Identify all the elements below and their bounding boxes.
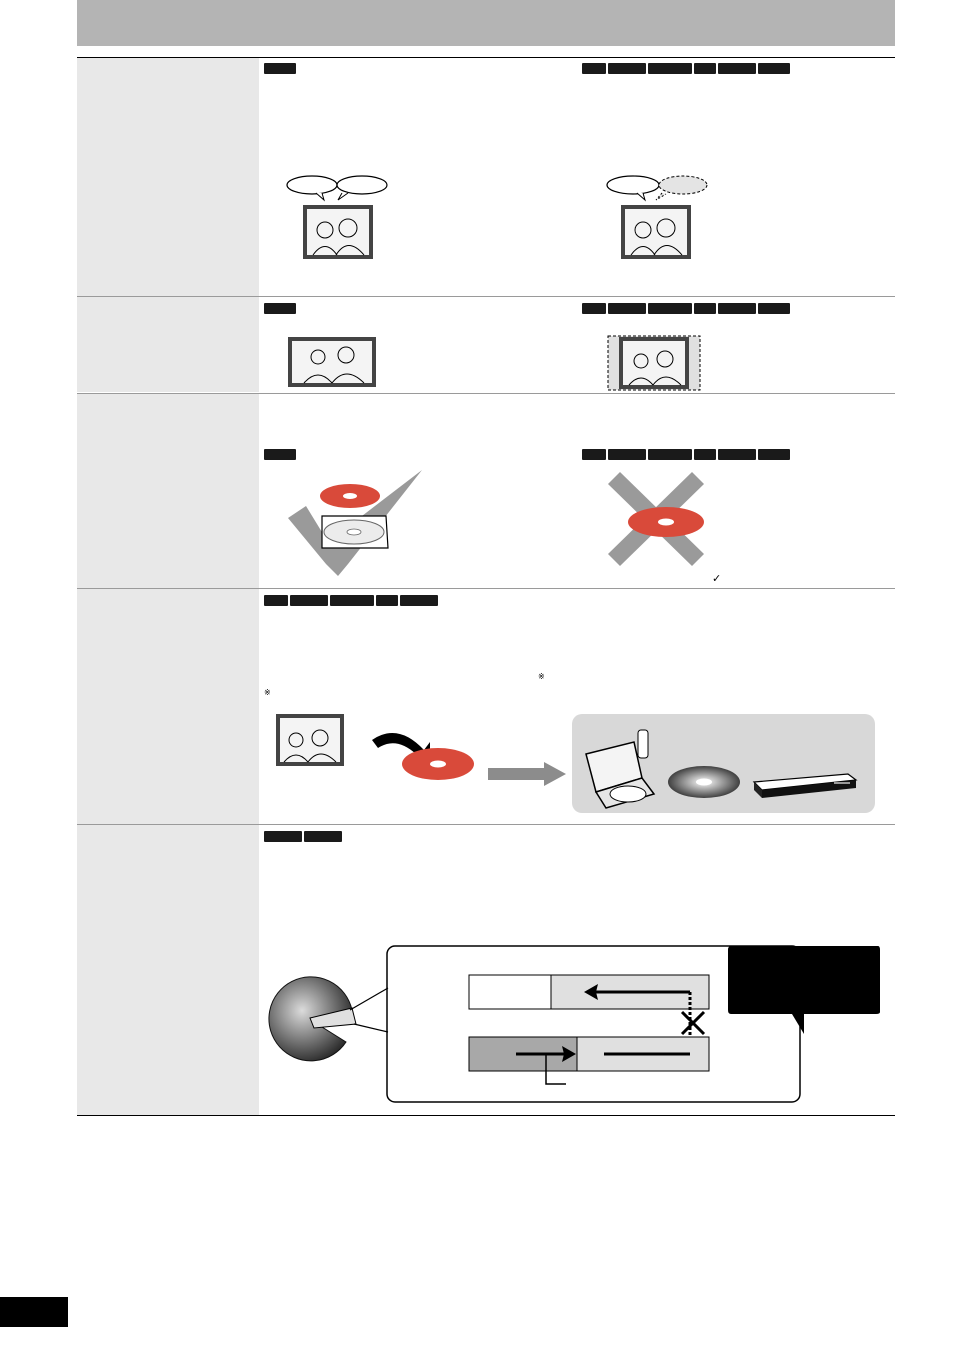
disc-icon: [668, 766, 740, 798]
badge-row-1-left: [264, 63, 296, 74]
format-badge: [648, 63, 692, 74]
checkmark-icon: ✓: [712, 573, 722, 585]
disc-icon: [269, 977, 356, 1061]
zoom-line: [354, 1024, 388, 1032]
row-5-label-cell: [77, 825, 259, 1115]
format-badge: [264, 63, 296, 74]
single-audio-figure: [598, 172, 718, 264]
row-divider-1: [77, 296, 895, 297]
tv-screen-icon: [288, 337, 376, 387]
dual-audio-figure: [280, 172, 400, 264]
format-badge: [264, 595, 288, 606]
format-badge: [582, 63, 606, 74]
tv-screen-icon: [621, 205, 691, 259]
page-header-bar: [77, 0, 895, 46]
format-badge: [608, 449, 646, 460]
badge-row-3-left: [264, 449, 296, 460]
format-badge: [264, 303, 296, 314]
format-badge: [648, 449, 692, 460]
arrow-icon: [488, 762, 566, 786]
disc-icon: [628, 507, 704, 537]
format-badge: [582, 303, 606, 314]
zoom-line: [350, 988, 388, 1010]
format-badge: [608, 63, 646, 74]
format-badge: [718, 303, 756, 314]
row-divider-4: [77, 824, 895, 825]
record-to-disc-figure: [368, 726, 480, 784]
tv-screen-icon: [619, 337, 689, 389]
speech-bubble-icon: [287, 176, 337, 200]
format-badge: [376, 595, 398, 606]
format-badge: [264, 449, 296, 460]
compatible-devices-panel: [572, 714, 876, 814]
format-badge: [582, 449, 606, 460]
format-badge: [264, 831, 302, 842]
format-badge: [718, 449, 756, 460]
row-4-label-cell: [77, 589, 259, 824]
badge-row-2-left: [264, 303, 296, 314]
format-badge: [290, 595, 328, 606]
transfer-arrow: [488, 762, 568, 786]
format-badge: [758, 303, 790, 314]
tv-screen-icon: [303, 205, 373, 259]
disc-insert-ok-figure: [286, 468, 426, 580]
disc-tray-icon: [322, 516, 388, 548]
row-divider-2: [77, 393, 895, 394]
format-badge: [718, 63, 756, 74]
format-badge: [758, 63, 790, 74]
row-divider-3: [77, 588, 895, 589]
track-segment: [469, 975, 551, 1009]
page-number-tab: [0, 1297, 68, 1327]
speech-bubble-icon: [337, 176, 387, 200]
speech-bubble-icon: [656, 176, 707, 200]
badge-row-2-right: [582, 303, 790, 314]
row-2-label-cell: [77, 297, 259, 392]
format-badge: [694, 303, 716, 314]
badge-row-4: [264, 595, 438, 606]
format-badge: [304, 831, 342, 842]
format-badge: [694, 449, 716, 460]
speech-bubble-icon: [607, 176, 659, 200]
table-bottom-rule: [77, 1115, 895, 1116]
badge-row-5: [264, 831, 342, 842]
disc-icon: [320, 484, 380, 508]
row-1-label-cell: [77, 57, 259, 296]
format-badge: [400, 595, 438, 606]
badge-row-3-right: [582, 449, 790, 460]
badge-row-1-right: [582, 63, 790, 74]
reference-mark: ※: [538, 672, 545, 681]
reference-mark: ※: [264, 688, 271, 697]
format-badge: [648, 303, 692, 314]
disc-structure-figure: [266, 942, 882, 1106]
format-badge: [608, 303, 646, 314]
table-top-rule: [77, 57, 895, 58]
source-tv-figure: [276, 714, 346, 768]
disc-insert-ng-figure: [606, 472, 706, 566]
format-badge: [758, 449, 790, 460]
format-badge: [330, 595, 374, 606]
disc-icon: [402, 748, 474, 780]
format-badge: [694, 63, 716, 74]
widescreen-tv-figure: [288, 337, 378, 389]
letterbox-tv-figure: [607, 335, 703, 393]
tv-screen-icon: [276, 714, 344, 766]
row-3-label-cell: [77, 394, 259, 588]
